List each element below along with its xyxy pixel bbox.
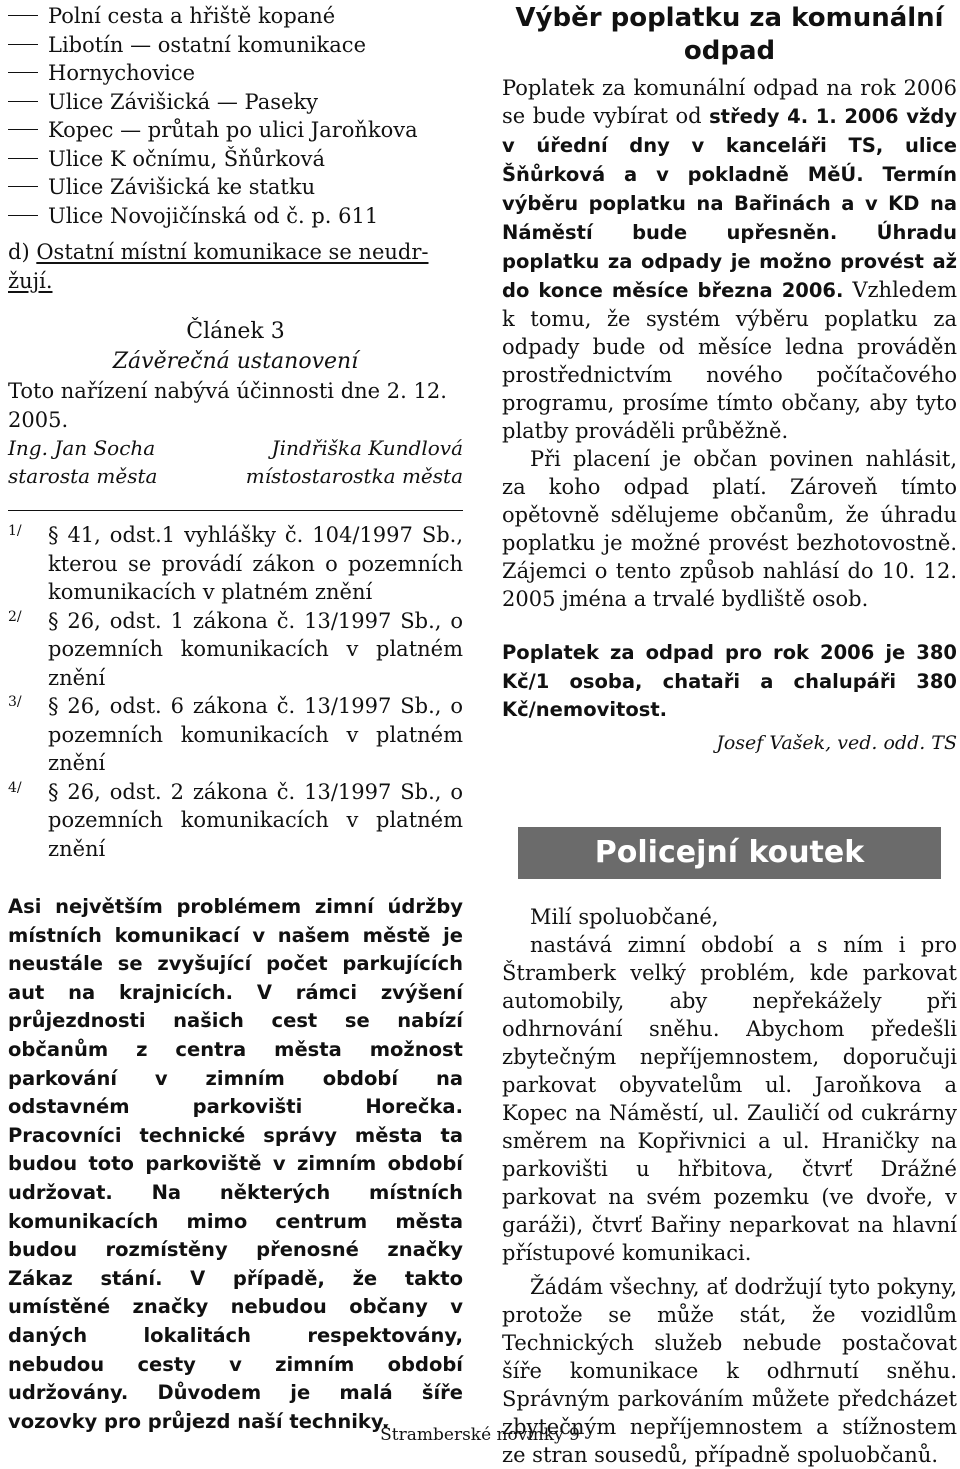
- footnote: 2/ § 26, odst. 1 zákona č. 13/1997 Sb., o pozemních komunikacích v platném znění: [8, 608, 463, 690]
- winter-maintenance-paragraph: Asi největším problémem zimní údržby místních komunikací v našem městě je neustále se zvyšující počet parkujících aut na krajnicích. V rámci zvýšení průjezdnosti našich cest se nabízí občanům z centra města možnost parkování v zimním období na odstavném parkovišti Horečka. Pracovníci technické správy města ta budou toto parkoviště v zimním období udržovat. Na některých místních komunikacích mimo centrum města budou rozmístěny přenosné značky Zákaz stání. V případě, že takto umístěné značky nebudou občany v daných lokalitách respektovány, nebudou cesty v zimním období udržovány. Důvodem je malá šíře vozovky pro průjezd naší techniky.: [8, 895, 463, 1433]
- police-corner-title: Policejní koutek: [594, 835, 865, 871]
- footnote: 1/ § 41, odst.1 vyhlášky č. 104/1997 Sb., kterou se provádí zákon o pozemních komunikacích v platném znění: [8, 523, 463, 604]
- list-item: Kopec — průtah po ulici Jaroňkova: [8, 116, 463, 145]
- list-item: Libotín — ostatní komunikace: [8, 31, 463, 60]
- article-title: Článek 3: [186, 319, 285, 344]
- list-item: Polní cesta a hřiště kopané: [8, 2, 463, 31]
- list-item: Ulice Závišická — Paseky: [8, 88, 463, 117]
- signature-right-role: místostarostka města: [245, 464, 463, 488]
- signature-right-name: Jindřiška Kundlová: [271, 436, 463, 460]
- list-item: Ulice Závišická ke statku: [8, 173, 463, 202]
- police-paragraph-2: Žádám všechny, ať dodržují tyto pokyny, protože se může stát, že vozidlům Technických služeb nebude postačovat šíře komunikace k odhrnutí sněhu. Správným parkováním můžete předcházet zbytečným nepříjemnostem a stížnostem ze stran sousedů, případně spoluobčanů.: [502, 1275, 957, 1468]
- divider: [8, 510, 463, 511]
- greeting: Milí spoluobčané,: [530, 904, 719, 929]
- left-column: [8, 2, 463, 1436]
- list-item: Hornychovice: [8, 59, 463, 88]
- signature-left-name: Ing. Jan Socha: [8, 436, 156, 460]
- item-d: d) Ostatní místní komunikace se neudr- žují.: [8, 240, 429, 293]
- effective-date-line1: Toto nařízení nabývá účinnosti dne 2. 12.: [8, 379, 447, 403]
- waste-fee-title: Výběr poplatku za komunální odpad: [515, 3, 944, 66]
- footnotes: [8, 521, 463, 863]
- article-subtitle: Závěrečná ustanovení: [112, 349, 359, 374]
- police-paragraph-1: nastává zimní období a s ním i pro Štramberk velký problém, kde parkovat automobily, aby nepřekážely při odhrnování sněhu. Abychom předešli zbytečným nepříjemnostem, doporučuji parkovat obyvatelům ul. Jaroňkova a Kopec na Náměstí, ul. Zauličí od cukrárny směrem na Kopřivnici a ul. Hraničky na parkovišti u hřbitova, čtvrť Drážné parkovat na svém pozemku (ve dvoře, v garáži), čtvrť Bařiny neparkovat na hlavní přístupové komunikaci.: [502, 933, 957, 1266]
- police-corner-banner: [518, 827, 941, 879]
- fee-amount: Poplatek za odpad pro rok 2006 je 380 Kč/1 osoba, chataři a chalupáři 380 Kč/nemovitost.: [502, 641, 957, 722]
- waste-fee-paragraph-2: Při placení je občan povinen nahlásit, za koho odpad platí. Zároveň tímto opětovně sdělujeme občanům, že úhradu poplatku je možné provést bezhotovostně. Zájemci o tento způsob nahlásí do 10. 12. 2005 jména a trvalé bydliště osob.: [502, 447, 957, 611]
- right-column: [502, 2, 957, 1469]
- signatures: [8, 434, 463, 490]
- effective-date-line2: 2005.: [8, 407, 69, 432]
- footnote: 3/ § 26, odst. 6 zákona č. 13/1997 Sb., o pozemních komunikacích v platném znění: [8, 694, 463, 775]
- waste-signature: Josef Vašek, ved. odd. TS: [716, 731, 957, 754]
- footnote: 4/ § 26, odst. 2 zákona č. 13/1997 Sb., o pozemních komunikacích v platném znění: [8, 779, 463, 861]
- page-footer: Štramberské novinky 9: [380, 1425, 580, 1445]
- list-item: Ulice K očnímu, Šňůrková: [8, 145, 463, 174]
- signature-left-role: starosta města: [8, 464, 158, 488]
- road-list: [8, 2, 463, 230]
- waste-fee-paragraph: Poplatek za komunální odpad na rok 2006 se bude vybírat od středy 4. 1. 2006 vždy v úřední dny v kanceláři TS, ulice Šňůrková a v pokladně MěÚ. Termín výběru poplatku na Bařinách a v KD na Náměstí bude upřesněn. Úhradu poplatku za odpady je možno provést až do konce měsíce března 2006. Vzhledem k tomu, že systém výběru poplatku za odpady bude od měsíce ledna prováděn prostřednictvím nového počítačového programu, prosíme tímto občany, aby tyto platby prováděli průběžně.: [502, 76, 958, 443]
- list-item: Ulice Novojičínská od č. p. 611: [8, 202, 463, 231]
